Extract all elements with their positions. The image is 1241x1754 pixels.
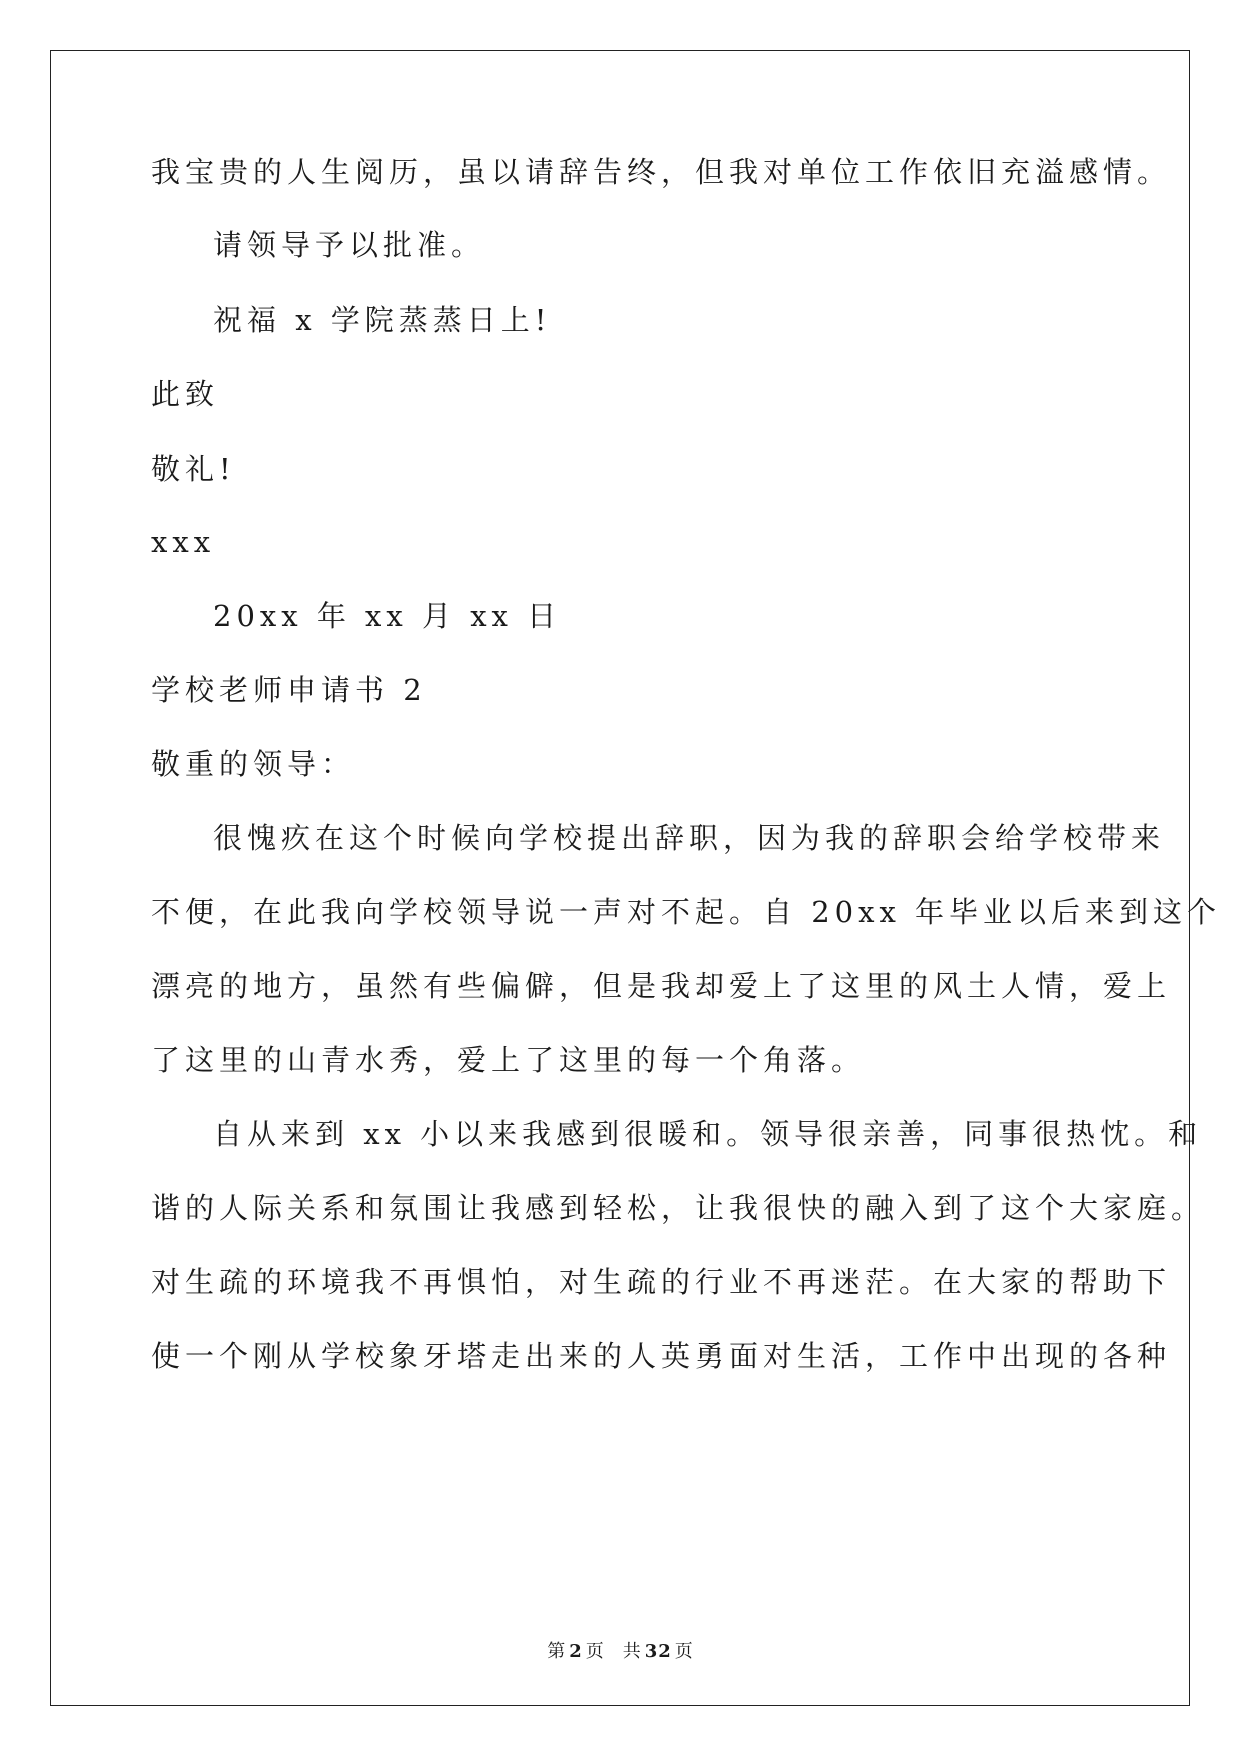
text-line: 自从来到 xx 小以来我感到很暖和。领导很亲善，同事很热忱。和 <box>213 1117 1203 1151</box>
current-page-number: 2 <box>569 1641 583 1662</box>
footer-total-prefix: 共 <box>622 1641 642 1662</box>
text-line: 祝福 x 学院蒸蒸日上! <box>213 303 552 337</box>
text-line: 敬礼! <box>151 452 236 486</box>
text-line: 使一个刚从学校象牙塔走出来的人英勇面对生活，工作中出现的各种 <box>151 1339 1172 1373</box>
footer-prefix: 第 <box>547 1641 567 1662</box>
text-line: 谐的人际关系和氛围让我感到轻松，让我很快的融入到了这个大家庭。 <box>151 1191 1206 1225</box>
section-title: 学校老师申请书 2 <box>151 673 427 707</box>
footer-total-suffix: 页 <box>674 1641 694 1662</box>
page-border <box>50 50 1190 1706</box>
text-line: 很愧疚在这个时候向学校提出辞职，因为我的辞职会给学校带来 <box>213 821 1166 855</box>
text-line: 不便，在此我向学校领导说一声对不起。自 20xx 年毕业以后来到这个 <box>151 895 1222 929</box>
date-line: 20xx 年 xx 月 xx 日 <box>213 599 562 633</box>
text-line: 了这里的山青水秀，爱上了这里的每一个角落。 <box>151 1043 866 1077</box>
salutation: 敬重的领导： <box>151 747 356 781</box>
text-line: 对生疏的环境我不再惧怕，对生疏的行业不再迷茫。在大家的帮助下 <box>151 1265 1172 1299</box>
page-footer <box>0 1637 1241 1663</box>
text-line: 此致 <box>151 377 220 411</box>
total-page-count: 32 <box>644 1641 672 1662</box>
signature-name: xxx <box>151 525 216 559</box>
text-line: 我宝贵的人生阅历，虽以请辞告终，但我对单位工作依旧充溢感情。 <box>151 155 1172 189</box>
text-line: 漂亮的地方，虽然有些偏僻，但是我却爱上了这里的风土人情，爱上 <box>151 969 1172 1003</box>
footer-page-suffix: 页 <box>585 1641 605 1662</box>
text-line: 请领导予以批准。 <box>213 228 486 262</box>
